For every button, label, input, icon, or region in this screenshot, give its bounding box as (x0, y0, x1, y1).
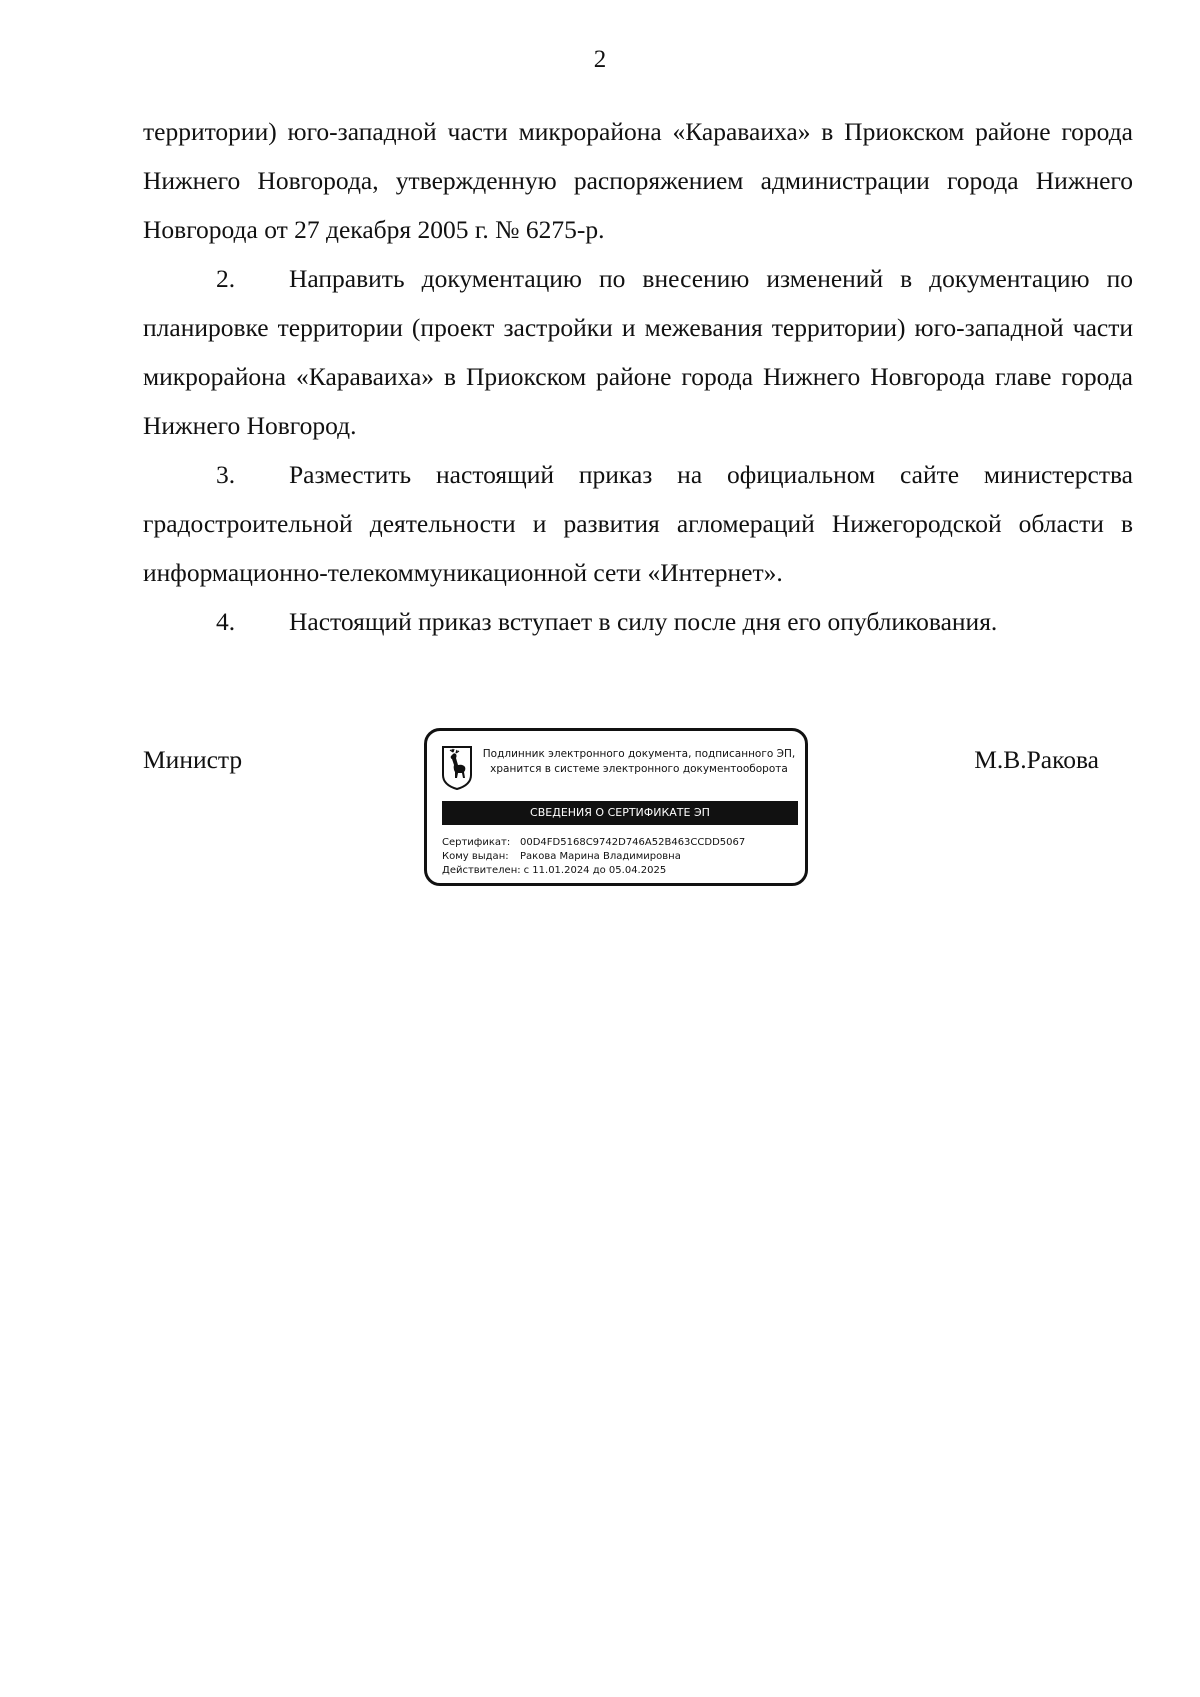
item-3 (143, 450, 1133, 597)
electronic-signature-stamp (424, 728, 808, 886)
certificate-row (442, 836, 798, 850)
item-text: Настоящий приказ вступает в силу после дня его опубликования. (289, 607, 998, 636)
item-number: 2. (216, 264, 236, 293)
item-4 (143, 597, 1133, 646)
page-number: 2 (593, 46, 607, 73)
certificate-value: 00D4FD5168C9742D746A52B463CCDD5067 (520, 837, 746, 848)
validity-label: Действителен: (442, 865, 521, 876)
issued-to-row (442, 850, 798, 864)
signer-position: Министр (143, 745, 243, 774)
item-number: 4. (216, 607, 236, 636)
document-body (143, 107, 1133, 646)
validity-value: с 11.01.2024 до 05.04.2025 (523, 865, 667, 876)
issued-to-value: Ракова Марина Владимировна (520, 851, 681, 862)
coat-of-arms-icon (441, 745, 473, 791)
stamp-header-line: хранится в системе электронного документооборота (490, 763, 788, 775)
issued-to-label: Кому выдан: (442, 851, 509, 862)
continuation-paragraph: территории) юго-западной части микрорайона «Караваиха» в Приокском районе города Нижнего Новгорода, утвержденную распоряжением администрации города Нижнего Новгорода от 27 декабря 2005 г. № 6275-р. (143, 117, 1133, 244)
certificate-band-title: СВЕДЕНИЯ О СЕРТИФИКАТЕ ЭП (442, 801, 798, 825)
item-text: Направить документацию по внесению изменений в документацию по планировке территории (проект застройки и межевания территории) юго-западной части микрорайона «Караваиха» в Приокском районе города Нижнего Новгорода главе города Нижнего Новгород. (143, 264, 1133, 440)
signer-name: М.В.Ракова (974, 745, 1099, 774)
certificate-label: Сертификат: (442, 837, 511, 848)
stamp-header-line: Подлинник электронного документа, подписанного ЭП, (482, 748, 796, 760)
item-text: Разместить настоящий приказ на официальном сайте министерства градостроительной деятельности и развития агломераций Нижегородской области в информационно-телекоммуникационной сети «Интернет». (143, 460, 1133, 587)
validity-row (442, 864, 798, 878)
item-2 (143, 254, 1133, 450)
certificate-details (442, 836, 798, 878)
stamp-header (479, 747, 799, 777)
item-number: 3. (216, 460, 236, 489)
